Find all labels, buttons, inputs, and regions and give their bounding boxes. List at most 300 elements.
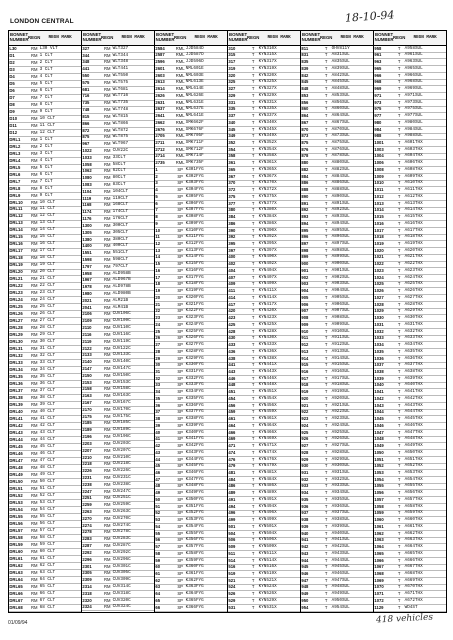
region-cell: RM bbox=[103, 502, 111, 508]
bonnet-number-cell: 1050 bbox=[374, 449, 384, 455]
bonnet-number-cell: 29 bbox=[155, 355, 161, 361]
region-mark-cell: A860SUL bbox=[331, 106, 350, 112]
region-mark-cell: 8 CLT bbox=[39, 185, 53, 191]
bonnet-number-cell: 891 bbox=[301, 200, 309, 206]
region-mark-cell: A624THX bbox=[404, 274, 423, 280]
region-mark-cell: 104CLT bbox=[112, 188, 129, 194]
region-cell: SP bbox=[177, 267, 183, 273]
region-cell: T bbox=[251, 321, 255, 327]
region-cell: T bbox=[397, 523, 401, 529]
region-mark-cell: K301FYG bbox=[185, 166, 204, 172]
region-mark-cell: A912SUL bbox=[331, 342, 350, 348]
region-cell: RM bbox=[103, 468, 111, 474]
bonnet-number-cell: 59 bbox=[155, 557, 161, 563]
region-cell: T bbox=[324, 571, 328, 576]
region-mark-cell: KYN476X bbox=[258, 456, 277, 462]
region-cell: RM bbox=[103, 127, 111, 133]
region-mark-cell: A916SUL bbox=[331, 368, 350, 374]
bonnet-number-cell: 967 bbox=[82, 141, 90, 147]
region-mark-cell: KYN404X bbox=[258, 267, 277, 273]
bonnet-number-cell: 327 bbox=[82, 45, 90, 51]
bonnet-number-cell: DRL13 bbox=[9, 220, 23, 226]
bonnet-number-cell: 526 bbox=[228, 591, 236, 597]
region-mark-cell: A906SUL bbox=[331, 301, 350, 307]
bonnet-number-cell: 18 bbox=[155, 281, 161, 287]
region-cell: T bbox=[397, 577, 401, 583]
bonnet-number-cell: 681 bbox=[82, 86, 90, 92]
bonnet-number-cell: DRL40 bbox=[9, 409, 23, 415]
region-mark-cell: A650THX bbox=[404, 449, 423, 455]
region-mark-cell: 23 CLT bbox=[39, 290, 56, 296]
bonnet-number-cell: 2207 bbox=[82, 447, 92, 453]
region-mark-cell: K340FYG bbox=[185, 429, 204, 435]
bonnet-number-cell: 935 bbox=[301, 496, 309, 502]
region-cell: RM bbox=[30, 129, 38, 135]
region-mark-cell: A641THX bbox=[404, 389, 423, 395]
table-row bbox=[9, 563, 81, 570]
table-row bbox=[9, 486, 81, 493]
region-cell: RM bbox=[30, 555, 38, 561]
table-row bbox=[155, 396, 227, 403]
region-cell: RM bbox=[103, 304, 111, 310]
region-cell: RM bbox=[30, 101, 38, 107]
region-mark-cell: A949SUL bbox=[331, 591, 350, 597]
bonnet-number-cell: 3 bbox=[155, 180, 158, 186]
bonnet-number-cell: 370 bbox=[228, 180, 236, 186]
bonnet-number-cell: 875 bbox=[82, 134, 90, 140]
region-mark-cell: A988SUL bbox=[404, 133, 423, 139]
region-mark-cell: A644THX bbox=[404, 409, 423, 415]
region-cell: T bbox=[324, 294, 328, 300]
page-title: LONDON CENTRAL bbox=[10, 18, 74, 25]
table-row bbox=[228, 194, 300, 201]
bonnet-number-cell: DRL32 bbox=[9, 353, 23, 359]
region-cell: RM bbox=[30, 381, 38, 387]
region-cell: T bbox=[251, 79, 255, 85]
region-cell: RM bbox=[103, 147, 111, 153]
table-row bbox=[301, 295, 373, 302]
region-cell: RM bbox=[30, 436, 38, 442]
bonnet-number-cell: 1016 bbox=[374, 220, 384, 226]
bonnet-number-cell: 1044 bbox=[374, 409, 384, 415]
region-mark-cell: K303FYG bbox=[185, 180, 204, 186]
region-mark-cell: KYN354X bbox=[258, 146, 277, 152]
region-cell: RM bbox=[30, 367, 38, 373]
bonnet-number-cell: 397 bbox=[228, 247, 236, 253]
region-mark-cell: K346FYG bbox=[185, 469, 204, 475]
table-row bbox=[9, 172, 81, 179]
region-mark-cell: K331FYG bbox=[185, 368, 204, 374]
region-mark-cell: CUV247C bbox=[112, 488, 131, 494]
block-rows bbox=[374, 46, 446, 612]
column-block bbox=[301, 31, 374, 612]
bonnet-number-cell: 1022 bbox=[82, 147, 92, 153]
region-cell: T bbox=[397, 45, 401, 51]
region-mark-cell: CUV263C bbox=[112, 509, 131, 514]
region-cell: T bbox=[324, 362, 328, 368]
bonnet-number-cell: 51 bbox=[155, 503, 161, 509]
block-rows bbox=[155, 46, 227, 612]
region-cell: RML bbox=[175, 119, 185, 125]
bonnet-number-cell: 1032 bbox=[374, 328, 384, 334]
table-row bbox=[374, 120, 446, 127]
table-row bbox=[82, 80, 154, 87]
region-mark-cell: A642THX bbox=[404, 395, 423, 401]
region-cell: SP bbox=[177, 227, 183, 233]
region-mark-cell: K320FYG bbox=[185, 294, 204, 300]
region-cell: T bbox=[251, 99, 255, 105]
region-cell: SP bbox=[177, 429, 183, 435]
region-cell: RM bbox=[103, 447, 111, 453]
region-cell: SP bbox=[177, 274, 183, 280]
region-cell: T bbox=[324, 355, 328, 361]
region-cell: T bbox=[251, 557, 255, 563]
region-mark-cell: KYN361X bbox=[258, 160, 277, 166]
region-mark-cell: CUV226C bbox=[112, 468, 131, 474]
region-cell: SP bbox=[177, 544, 183, 550]
region-mark-cell: CUV175C bbox=[112, 413, 131, 419]
region-mark-cell: ALD978B bbox=[112, 284, 131, 290]
region-mark-cell: A898SUL bbox=[331, 247, 350, 253]
bonnet-number-cell: 1010 bbox=[374, 180, 384, 186]
region-mark-cell: KYN420X bbox=[258, 308, 277, 314]
region-cell: T bbox=[324, 456, 328, 462]
region-cell: T bbox=[397, 187, 401, 193]
bonnet-number-cell: 923 bbox=[301, 416, 309, 422]
region-cell: SP bbox=[177, 166, 183, 172]
table-row bbox=[9, 109, 81, 116]
region-mark-cell: 13 CLT bbox=[39, 220, 56, 226]
region-cell: RM bbox=[103, 182, 111, 187]
table-row bbox=[9, 458, 81, 465]
region-mark-cell: KYN340X bbox=[258, 119, 277, 125]
table-row bbox=[374, 524, 446, 531]
region-cell: T bbox=[324, 153, 328, 159]
bonnet-number-cell: DRL64 bbox=[9, 576, 23, 582]
region-mark-cell: K329FYG bbox=[185, 355, 204, 361]
bonnet-number-cell: 499 bbox=[228, 517, 236, 523]
region-cell: RM bbox=[103, 66, 111, 72]
region-mark-cell: A929SUL bbox=[331, 456, 350, 462]
bonnet-number-cell: DRL59 bbox=[9, 541, 23, 547]
region-mark-cell: K306FYG bbox=[185, 200, 204, 206]
region-cell: T bbox=[251, 173, 255, 179]
region-mark-cell: A653THX bbox=[404, 469, 423, 475]
region-mark-cell: A980SUL bbox=[404, 119, 423, 125]
table-row bbox=[9, 514, 81, 521]
region-cell: T bbox=[324, 160, 328, 166]
bonnet-number-cell: 494 bbox=[228, 503, 236, 509]
table-row bbox=[82, 339, 154, 346]
region-mark-cell: K364FYG bbox=[185, 591, 204, 597]
bonnet-number-cell: 2238 bbox=[82, 481, 92, 487]
region-cell: RM bbox=[103, 359, 111, 365]
region-mark-cell: A946SUL bbox=[331, 571, 350, 576]
region-cell: T bbox=[397, 416, 401, 422]
region-cell: T bbox=[397, 476, 401, 482]
region-mark-cell: K324FYG bbox=[185, 321, 204, 327]
region-cell: T bbox=[397, 140, 401, 145]
region-mark-cell: 9 CLT bbox=[39, 192, 53, 198]
region-mark-cell: 16 CLT bbox=[39, 241, 56, 247]
region-mark-cell: A913SUL bbox=[331, 348, 350, 354]
bonnet-number-cell: 1062 bbox=[82, 168, 92, 174]
bonnet-number-cell: 965 bbox=[374, 65, 382, 71]
bonnet-number-cell: DRL61 bbox=[9, 555, 23, 561]
region-cell: T bbox=[397, 591, 401, 597]
region-cell: RM bbox=[30, 45, 38, 51]
region-cell: RM bbox=[103, 427, 111, 433]
region-mark-cell: 15 CLT bbox=[39, 234, 56, 240]
bonnet-number-cell: DRL30 bbox=[9, 339, 23, 345]
region-mark-cell: K359FYG bbox=[185, 557, 204, 563]
region-mark-cell: A669THX bbox=[404, 577, 423, 583]
bonnet-number-cell: 2309 bbox=[82, 577, 92, 583]
bonnet-number-cell: DRL18 bbox=[9, 255, 23, 261]
region-mark-cell: KYN438X bbox=[258, 355, 277, 361]
bonnet-number-cell: 2735 bbox=[155, 160, 165, 166]
region-mark-cell: A904SUL bbox=[331, 288, 350, 294]
bonnet-number-cell: 21 bbox=[155, 301, 161, 307]
table-row bbox=[374, 93, 446, 100]
table-row bbox=[301, 369, 373, 376]
region-cell: T bbox=[251, 153, 255, 159]
region-cell: T bbox=[251, 261, 255, 267]
table-row bbox=[374, 221, 446, 228]
bonnet-number-cell: 2596 bbox=[155, 59, 165, 65]
table-row bbox=[9, 186, 81, 193]
table-row bbox=[9, 88, 81, 95]
table-row bbox=[228, 349, 300, 356]
region-mark-cell: 400CLT bbox=[112, 243, 129, 249]
table-row bbox=[82, 121, 154, 128]
region-mark-cell: K321FYG bbox=[185, 301, 204, 307]
region-mark-cell: KYN358X bbox=[258, 153, 277, 159]
region-mark-cell: 54 CLT bbox=[39, 506, 56, 512]
region-mark-cell: A884SUL bbox=[331, 173, 350, 179]
region-cell: RM bbox=[103, 277, 111, 283]
region-mark-cell: KYN456X bbox=[258, 402, 277, 408]
region-cell: T bbox=[324, 113, 328, 119]
region-mark-cell: KYN409X bbox=[258, 281, 277, 287]
region-mark-cell: KYN481X bbox=[258, 469, 277, 475]
bonnet-number-cell: 2189 bbox=[82, 427, 92, 433]
region-mark-cell: CUV109C bbox=[112, 318, 131, 324]
bonnet-number-cell: DRL6 bbox=[9, 171, 21, 177]
region-mark-cell: KYN519X bbox=[258, 571, 277, 576]
region-mark-cell: A943SUL bbox=[331, 550, 350, 556]
region-mark-cell: KYN329X bbox=[258, 92, 277, 98]
bonnet-number-cell: 2163 bbox=[82, 393, 92, 399]
region-mark-cell: K327FYG bbox=[185, 342, 204, 348]
table-row bbox=[82, 448, 154, 455]
bonnet-number-cell: 884 bbox=[301, 173, 309, 179]
bonnet-number-cell: 873 bbox=[301, 133, 309, 139]
region-mark-cell: KYN372X bbox=[258, 187, 277, 193]
region-cell: SP bbox=[177, 362, 183, 368]
region-mark-cell: JJD596D bbox=[185, 59, 204, 65]
bonnet-number-cell: 575 bbox=[82, 79, 90, 85]
bonnet-number-cell: 12 bbox=[155, 241, 161, 247]
region-mark-cell: A646THX bbox=[404, 422, 423, 428]
region-cell: T bbox=[397, 254, 401, 260]
bonnet-number-cell: 40 bbox=[155, 429, 161, 435]
region-cell: T bbox=[251, 193, 255, 199]
region-mark-cell: K341FYG bbox=[185, 436, 204, 442]
bonnet-number-cell: 944 bbox=[301, 557, 309, 563]
region-cell: RM bbox=[103, 461, 111, 467]
bonnet-number-cell: 414 bbox=[228, 294, 236, 300]
region-cell: RM bbox=[103, 243, 111, 249]
table-row bbox=[9, 598, 81, 605]
region-mark-cell: CUV301C bbox=[112, 563, 131, 569]
table-row bbox=[228, 140, 300, 147]
table-row bbox=[155, 497, 227, 504]
bonnet-number-cell: 15 bbox=[155, 261, 161, 267]
region-cell: SP bbox=[177, 173, 183, 179]
block-header bbox=[374, 31, 446, 46]
region-mark-cell: A635THX bbox=[404, 348, 423, 354]
region-mark-cell: A867SUL bbox=[331, 119, 350, 125]
region-mark-cell: 51 CLT bbox=[39, 485, 56, 491]
table-row bbox=[82, 475, 154, 482]
region-mark-cell: A947SUL bbox=[331, 577, 350, 583]
region-cell: RM bbox=[30, 597, 38, 603]
region-mark-cell: KYN491X bbox=[258, 496, 277, 502]
region-mark-cell: A919SUL bbox=[331, 389, 350, 395]
region-mark-cell: K318FYG bbox=[185, 281, 204, 287]
table-row bbox=[155, 598, 227, 605]
region-mark-cell: SMK714F bbox=[185, 153, 204, 159]
region-cell: RM bbox=[30, 108, 38, 114]
table-row bbox=[228, 423, 300, 430]
region-mark-cell: CUV207C bbox=[112, 447, 131, 453]
bonnet-number-cell: 905 bbox=[301, 294, 309, 300]
region-mark-cell: 43 CLT bbox=[39, 429, 56, 435]
bonnet-number-cell: DRL48 bbox=[9, 464, 23, 470]
region-mark-cell: WD4ST bbox=[404, 604, 418, 610]
bonnet-number-cell: 320 bbox=[228, 72, 236, 78]
bonnet-number-cell: 831 bbox=[301, 52, 309, 58]
region-cell: RML bbox=[175, 146, 185, 152]
bonnet-number-cell: 514 bbox=[228, 557, 236, 563]
bonnet-number-cell: 835 bbox=[301, 59, 309, 65]
region-cell: T bbox=[324, 469, 328, 475]
region-cell: T bbox=[324, 59, 328, 65]
region-cell: T bbox=[251, 348, 255, 354]
bonnet-number-cell: 867 bbox=[301, 119, 309, 125]
region-cell: RM bbox=[103, 365, 111, 371]
region-cell: T bbox=[397, 180, 401, 186]
region-cell: T bbox=[397, 503, 401, 509]
region-mark-cell: KYN327X bbox=[258, 86, 277, 92]
region-cell: T bbox=[324, 496, 328, 502]
region-mark-cell: WLT735 bbox=[112, 100, 129, 106]
region-cell: T bbox=[251, 577, 255, 583]
region-cell: T bbox=[324, 503, 328, 509]
region-cell: T bbox=[324, 173, 328, 179]
table-row bbox=[301, 120, 373, 127]
bonnet-number-cell: 400 bbox=[228, 254, 236, 260]
region-mark-cell: KYN331X bbox=[258, 99, 277, 105]
region-cell: T bbox=[324, 449, 328, 455]
bonnet-number-cell: 904 bbox=[301, 288, 309, 294]
region-mark-cell: A665THX bbox=[404, 550, 423, 556]
table-row bbox=[9, 577, 81, 584]
region-mark-cell: CUV147C bbox=[112, 365, 131, 371]
header-region-mark: REGN MARK bbox=[121, 34, 145, 40]
region-cell: SP bbox=[177, 254, 183, 260]
region-cell: RM bbox=[30, 478, 38, 484]
bonnet-number-cell: 2110 bbox=[82, 325, 92, 331]
region-mark-cell: 797CLT bbox=[112, 263, 129, 269]
bonnet-number-cell: 329 bbox=[228, 92, 236, 98]
bonnet-number-cell: 352 bbox=[228, 140, 236, 145]
region-cell: T bbox=[397, 335, 401, 341]
block-header bbox=[82, 31, 154, 46]
region-cell: RM bbox=[30, 178, 38, 184]
region-cell: RM bbox=[103, 263, 111, 269]
bonnet-number-cell: 63 bbox=[155, 584, 161, 590]
region-mark-cell: A629THX bbox=[404, 308, 423, 314]
region-mark-cell: K315FYG bbox=[185, 261, 204, 267]
region-mark-cell: KYN471X bbox=[258, 443, 277, 449]
region-mark-cell: K356FYG bbox=[185, 537, 204, 543]
region-cell: T bbox=[251, 537, 255, 543]
region-mark-cell: KYN526X bbox=[258, 591, 277, 597]
region-cell: RM bbox=[103, 107, 111, 113]
region-cell: T bbox=[251, 59, 255, 65]
region-mark-cell: A925SUL bbox=[331, 429, 350, 435]
bonnet-number-cell: 922 bbox=[301, 409, 309, 415]
bonnet-number-cell: 1008 bbox=[374, 166, 384, 172]
bonnet-number-cell: 2705 bbox=[155, 133, 165, 139]
region-cell: SP bbox=[177, 496, 183, 502]
region-cell: RML bbox=[175, 79, 185, 85]
bonnet-number-cell: 471 bbox=[228, 443, 236, 449]
bonnet-number-cell: 2292 bbox=[82, 549, 92, 555]
region-cell: T bbox=[324, 315, 328, 321]
region-mark-cell: A620THX bbox=[404, 247, 423, 253]
region-mark-cell: CUV119C bbox=[112, 338, 131, 344]
region-mark-cell: KYN448X bbox=[258, 382, 277, 388]
region-cell: T bbox=[251, 247, 255, 253]
bonnet-number-cell: 1063 bbox=[374, 537, 384, 543]
region-cell: T bbox=[397, 261, 401, 267]
region-mark-cell: 68 CLT bbox=[39, 604, 56, 610]
region-cell: T bbox=[251, 308, 255, 314]
region-cell: RM bbox=[103, 345, 111, 351]
region-mark-cell: K348FYG bbox=[185, 483, 204, 489]
bonnet-number-cell: 436 bbox=[228, 348, 236, 354]
fleet-list-table bbox=[8, 30, 447, 613]
region-cell: T bbox=[251, 389, 255, 395]
bonnet-number-cell: 2226 bbox=[82, 468, 92, 474]
table-row bbox=[301, 396, 373, 403]
region-mark-cell: 380CLT bbox=[112, 236, 129, 242]
region-cell: RM bbox=[30, 374, 38, 380]
bonnet-number-cell: 1958 bbox=[82, 270, 92, 276]
region-mark-cell: KYN436X bbox=[258, 348, 277, 354]
bonnet-number-cell: 936 bbox=[301, 503, 309, 509]
region-mark-cell: 37 CLT bbox=[39, 388, 56, 394]
bonnet-number-cell: 1043 bbox=[374, 402, 384, 408]
region-cell: T bbox=[324, 133, 328, 139]
region-mark-cell: KYN315X bbox=[258, 52, 277, 58]
region-mark-cell: A618THX bbox=[404, 234, 423, 240]
table-row bbox=[9, 549, 81, 556]
bonnet-number-cell: 1047 bbox=[374, 429, 384, 435]
